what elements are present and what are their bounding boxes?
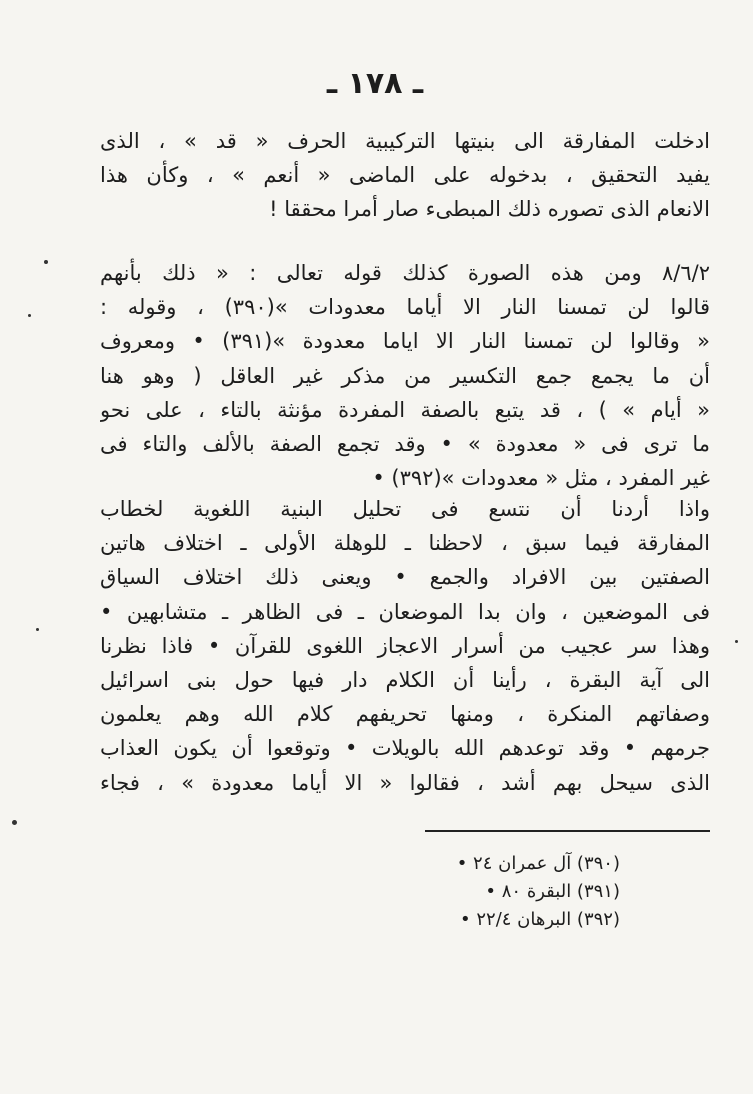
paragraph-1 — [100, 124, 710, 227]
text-line: « أيام » ) ، قد يتبع بالصفة المفردة مؤنثة بالتاء ، على نحو — [100, 397, 710, 422]
text-line: قالوا لن تمسنا النار الا أياما معدودات »(٣٩٠) ، وقوله : — [100, 295, 710, 320]
footnote-item: (٣٩١) البقرة ٨٠ • — [485, 881, 620, 902]
text-line: وصفاتهم المنكرة ، ومنها تحريفهم كلام الله وهم يعلمون — [100, 702, 710, 727]
paragraph-3 — [100, 492, 710, 800]
text-line: « وقالوا لن تمسنا النار الا اياما معدودة »(٣٩١) • ومعروف — [100, 329, 710, 354]
text-line: ادخلت المفارقة الى بنيتها التركيبية الحرف « قد » ، الذى — [100, 129, 710, 153]
text-line: جرمهم • وقد توعدهم الله بالويلات • وتوقعوا أن يكون العذاب — [100, 736, 710, 761]
scan-speck — [44, 260, 48, 264]
page-number: ـ ١٧٨ ـ — [326, 66, 424, 101]
scan-speck — [36, 628, 39, 631]
scan-speck — [12, 820, 17, 825]
text-line: الانعام الذى تصوره ذلك المبطىء صار أمرا محققا ! — [269, 197, 710, 222]
footnote-separator — [425, 830, 710, 832]
text-line: أن ما يجمع جمع التكسير من مذكر غير العاقل ( وهو هنا — [100, 363, 710, 388]
text-line: المفارقة فيما سبق ، لاحظنا ـ للوهلة الأولى ـ اختلاف هاتين — [100, 531, 710, 556]
text-line: الصفتين بين الافراد والجمع • ويعنى ذلك اختلاف السياق — [100, 565, 710, 590]
text-line: غير المفرد ، مثل « معدودات »(٣٩٢) • — [372, 466, 710, 491]
footnote-item: (٣٩٠) آل عمران ٢٤ • — [456, 853, 620, 874]
text-line: الذى سيحل بهم أشد ، فقالوا « الا أياما معدودة » ، فجاء — [100, 770, 710, 795]
text-line: يفيد التحقيق ، بدخوله على الماضى « أنعم » ، وكأن هذا — [100, 163, 710, 188]
text-line: الى آية البقرة ، رأينا أن الكلام دار فيها حول بنى اسرائيل — [100, 668, 710, 693]
text-line: وهذا سر عجيب من أسرار الاعجاز اللغوى للقرآن • فاذا نظرنا — [100, 633, 710, 658]
footnote-item: (٣٩٢) البرهان ٢٢/٤ • — [460, 909, 620, 930]
scan-speck — [28, 314, 31, 317]
paragraph-2 — [100, 256, 710, 495]
text-line: ما ترى فى « معدودة » • وقد تجمع الصفة بالألف والتاء فى — [100, 432, 710, 457]
text-line: واذا أردنا أن نتسع فى تحليل البنية اللغوية لخطاب — [100, 497, 710, 521]
footnotes — [420, 850, 620, 934]
text-line: ٨/٦/٢ ومن هذه الصورة كذلك قوله تعالى : « ذلك بأنهم — [100, 261, 710, 285]
text-line: فى الموضعين ، وان بدا الموضعان ـ فى الظاهر ـ متشابهين • — [100, 599, 710, 624]
scan-speck — [735, 640, 738, 643]
